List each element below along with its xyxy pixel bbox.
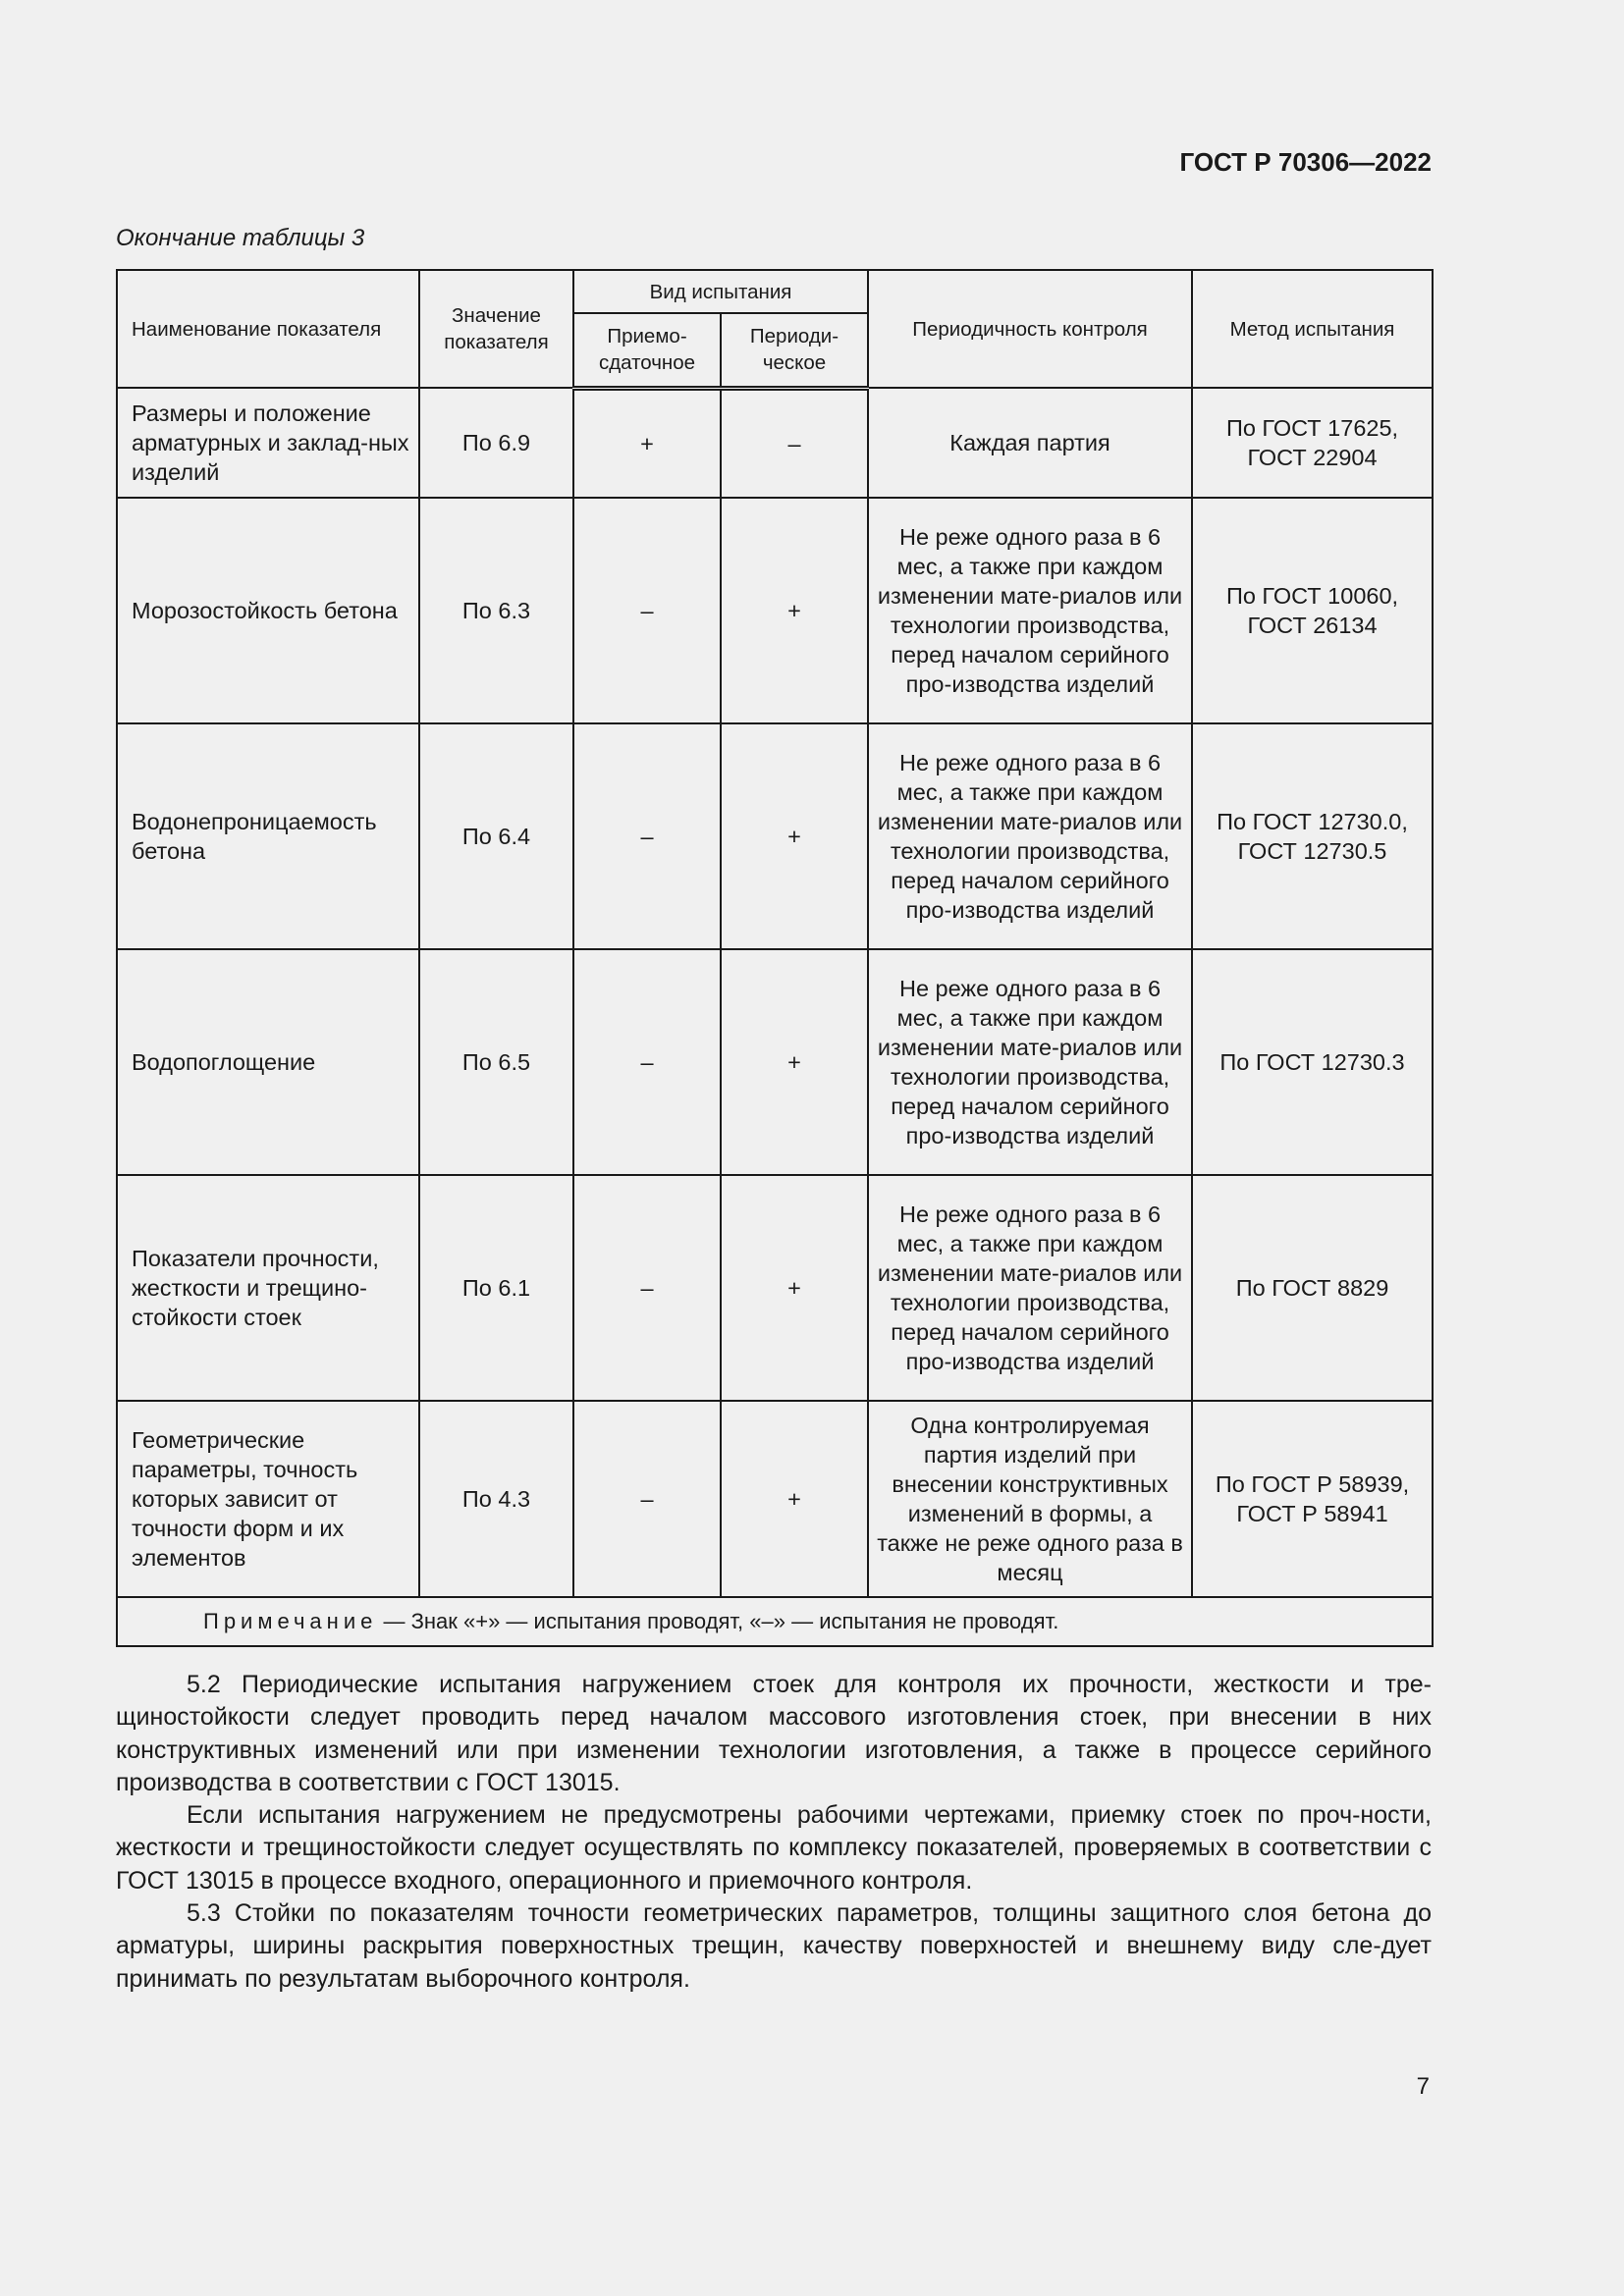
paragraph-5-2: 5.2 Периодические испытания нагружением стоек для контроля их прочности, жесткости и тре-щиностойкости следует проводить перед началом массового изготовления стоек, при внесении в них конструктивных изменений или при изменении технологии изготовления, а также в процессе серийного производства в соответствии с ГОСТ 13015. — [116, 1671, 1432, 1796]
header-frequency: Периодичность контроля — [868, 270, 1192, 388]
row-name: Размеры и положение арматурных и заклад-ных изделий — [117, 388, 419, 498]
row-frequency: Каждая партия — [868, 388, 1192, 498]
paragraph-loading-tests: Если испытания нагружением не предусмотрены рабочими чертежами, приемку стоек по проч-ности, жесткости и трещиностойкости следует осуществлять по комплексу показателей, проверяемых в соответствии с ГОСТ 13015 в процессе входного, операционного и приемочного контроля. — [116, 1801, 1432, 1895]
document-code: ГОСТ Р 70306—2022 — [1179, 147, 1432, 177]
row-periodic: + — [721, 498, 868, 723]
body-text — [116, 1669, 1432, 1996]
header-method: Метод испытания — [1192, 270, 1433, 388]
row-acceptance: + — [573, 388, 721, 498]
table-row — [117, 1175, 1433, 1401]
page-number: 7 — [1416, 2073, 1430, 2100]
row-acceptance: – — [573, 1175, 721, 1401]
row-frequency: Не реже одного раза в 6 мес, а также при каждом изменении мате-риалов или технологии производства, перед началом серийного про-изводства изделий — [868, 949, 1192, 1175]
row-value: По 6.3 — [419, 498, 573, 723]
row-value: По 6.9 — [419, 388, 573, 498]
table-note — [117, 1597, 1433, 1646]
row-method: По ГОСТ 10060, ГОСТ 26134 — [1192, 498, 1433, 723]
row-frequency: Не реже одного раза в 6 мес, а также при каждом изменении мате-риалов или технологии производства, перед началом серийного про-изводства изделий — [868, 498, 1192, 723]
row-periodic: – — [721, 388, 868, 498]
row-name: Водонепроницаемость бетона — [117, 723, 419, 949]
paragraph-5-3: 5.3 Стойки по показателям точности геометрических параметров, толщины защитного слоя бетона до арматуры, ширины раскрытия поверхностных трещин, качеству поверхностей и внешнему виду сле-дует принимать по результатам выборочного контроля. — [116, 1899, 1432, 1993]
row-frequency: Не реже одного раза в 6 мес, а также при каждом изменении мате-риалов или технологии производства, перед началом серийного про-изводства изделий — [868, 723, 1192, 949]
requirements-table — [116, 269, 1434, 1647]
row-method: По ГОСТ 17625, ГОСТ 22904 — [1192, 388, 1433, 498]
header-test-type: Вид испытания — [573, 270, 868, 313]
table-row — [117, 949, 1433, 1175]
row-acceptance: – — [573, 723, 721, 949]
row-method: По ГОСТ 8829 — [1192, 1175, 1433, 1401]
row-name: Водопоглощение — [117, 949, 419, 1175]
row-name: Морозостойкость бетона — [117, 498, 419, 723]
row-method: По ГОСТ 12730.0, ГОСТ 12730.5 — [1192, 723, 1433, 949]
table-row — [117, 723, 1433, 949]
note-label: Примечание — [203, 1609, 378, 1633]
row-value: По 4.3 — [419, 1401, 573, 1597]
table-caption: Окончание таблицы 3 — [116, 225, 365, 251]
row-value: По 6.1 — [419, 1175, 573, 1401]
header-value: Значение показателя — [419, 270, 573, 388]
row-acceptance: – — [573, 1401, 721, 1597]
row-periodic: + — [721, 723, 868, 949]
table-row — [117, 388, 1433, 498]
row-periodic: + — [721, 1401, 868, 1597]
table-note-row — [117, 1597, 1433, 1646]
header-acceptance: Приемо-сдаточное — [573, 313, 721, 388]
row-acceptance: – — [573, 498, 721, 723]
row-acceptance: – — [573, 949, 721, 1175]
row-name: Геометрические параметры, точность которых зависит от точности форм и их элементов — [117, 1401, 419, 1597]
row-name: Показатели прочности, жесткости и трещино-стойкости стоек — [117, 1175, 419, 1401]
note-text: — Знак «+» — испытания проводят, «–» — испытания не проводят. — [383, 1609, 1059, 1633]
row-value: По 6.5 — [419, 949, 573, 1175]
row-method: По ГОСТ 12730.3 — [1192, 949, 1433, 1175]
row-value: По 6.4 — [419, 723, 573, 949]
row-frequency: Одна контролируемая партия изделий при внесении конструктивных изменений в формы, а также не реже одного раза в месяц — [868, 1401, 1192, 1597]
row-periodic: + — [721, 949, 868, 1175]
row-frequency: Не реже одного раза в 6 мес, а также при каждом изменении мате-риалов или технологии производства, перед началом серийного про-изводства изделий — [868, 1175, 1192, 1401]
row-method: По ГОСТ Р 58939, ГОСТ Р 58941 — [1192, 1401, 1433, 1597]
row-periodic: + — [721, 1175, 868, 1401]
header-name: Наименование показателя — [117, 270, 419, 388]
table-row — [117, 1401, 1433, 1597]
header-periodic: Периоди-ческое — [721, 313, 868, 388]
table-row — [117, 498, 1433, 723]
